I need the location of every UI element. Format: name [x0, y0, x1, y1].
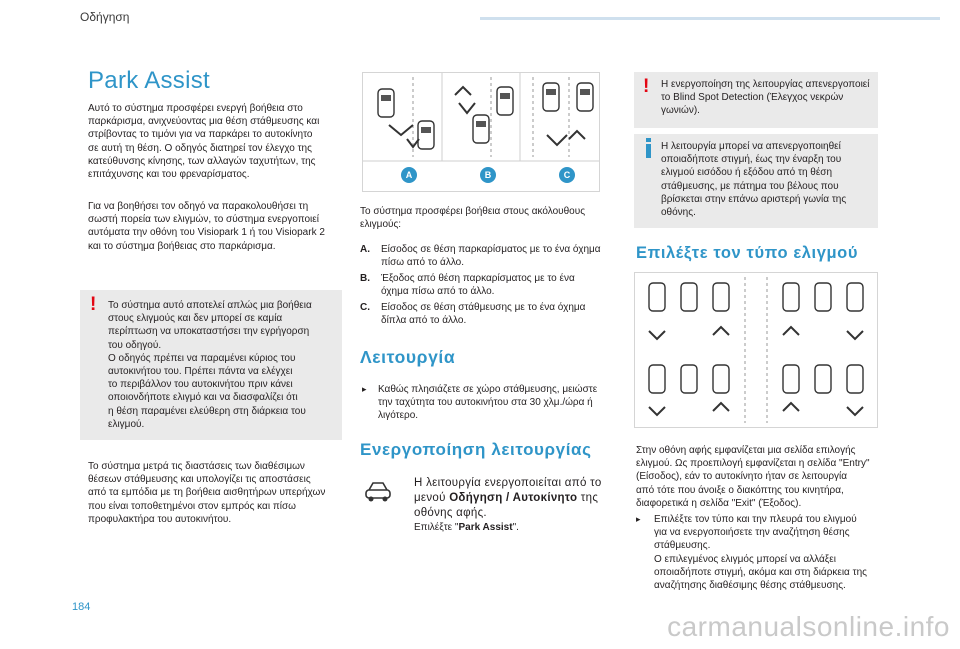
warning-icon: ! [90, 294, 97, 315]
list-item-c: C. Είσοδος σε θέση στάθμευσης με το ένα όχημα δίπλα από το άλλο. [360, 302, 586, 327]
manoeuvres-intro: Το σύστημα προσφέρει βοήθεια στους ακόλουθους ελιγμούς: [360, 206, 586, 231]
manoeuvre-type-grid-illustration [635, 273, 877, 427]
heading-activation: Ενεργοποίηση λειτουργίας [360, 440, 592, 459]
selection-bullet-item: ▸ Επιλέξτε τον τύπο και την πλευρά του ελιγμού για να ενεργοποιήσετε την αναζήτηση θέσης στάθμευσης. Ο επιλεγμένος ελιγμός μπορεί να αλλάξει οποιαδήποτε στιγμή, ακόμα και στη διάρκεια της αναζήτησης διαθέσιμης θέσης στάθμευσης. [636, 514, 867, 592]
warning-icon: ! [643, 76, 650, 97]
heading-operation: Λειτουργία [360, 347, 456, 367]
bullet-arrow-icon: ▸ [636, 514, 641, 524]
activation-text: Η λειτουργία ενεργοποιείται από το μενού Οδήγηση / Αυτοκίνητο της οθόνης αφής. Επιλέξτε "Park Assist". [414, 477, 602, 533]
heading-select-manoeuvre: Επιλέξτε τον τύπο ελιγμού [636, 244, 859, 262]
header-rule [480, 17, 940, 20]
selection-paragraph: Στην οθόνη αφής εμφανίζεται μια σελίδα επιλογής ελιγμού. Ως προεπιλογή εμφανίζεται η σελίδα "Entry" (Είσοδος), εάν το αυτοκίνητο ήταν σε λειτουργία από τότε που άνοιξε ο διακόπτης του κινητήρα, διαφορετικά η σελίδα "Exit" (Έξοδος). [636, 445, 870, 509]
bullet-arrow-icon: ▸ [362, 384, 367, 394]
manoeuvre-selection-diagram [634, 272, 878, 428]
park-assist-option: Park Assist [458, 522, 513, 533]
page-number: 184 [72, 601, 91, 613]
page-title: Park Assist [88, 67, 210, 94]
visiopark-paragraph: Για να βοηθήσει τον οδηγό να παρακολουθήσει τη σωστή πορεία των ελιγμών, το σύστημα ενεργοποιεί αυτόματα την οθόνη του Visiopark 1 ή του Visiopark 2 και το σύστημα βοήθειας στο παρκάρισμα. [88, 201, 325, 252]
right-warning-box: ! Η ενεργοποίηση της λειτουργίας απενεργοποιεί το Blind Spot Detection (Έλεγχος νεκρών γωνιών). [634, 72, 878, 128]
manoeuvre-diagram [362, 72, 600, 192]
intro-paragraph: Αυτό το σύστημα προσφέρει ενεργή βοήθεια στο παρκάρισμα, ανιχνεύοντας μια θέση στάθμευσης και στρίβοντας το τιμόνι για να παρκάρει το αυτοκίνητο σε αυτή τη θέση. Ο οδηγός διατηρεί τον έλεγχο της κατεύθυνσης κίνησης, των αλλαγών ταχυτήτων, της επιτάχυνσης και του φρεναρίσματος. [88, 103, 320, 181]
info-icon [646, 138, 651, 158]
steering-wheel-menu-icon [364, 479, 394, 509]
badge-a: A [401, 167, 417, 183]
watermark: carmanualsonline.info [667, 611, 950, 642]
sensors-paragraph: Το σύστημα μετρά τις διαστάσεις των διαθέσιμων θέσεων στάθμευσης και υπολογίζει τις αποστάσεις από τα εμπόδια με τη βοήθεια αισθητήρων υπερήχων που είναι τοποθετημένοι στον εμπρός και πίσω προφυλακτήρα του αυτοκινήτου. [88, 461, 326, 525]
info-box: Η λειτουργία μπορεί να απενεργοποιηθεί οποιαδήποτε στιγμή, έως την έναρξη του ελιγμού εισόδου ή εξόδου από τη θέση στάθμευσης, με πάτημα του βέλους που βρίσκεται στην επάνω αριστερή γωνία της οθόνης. [634, 134, 878, 228]
list-item-b: B. Έξοδος από θέση παρκαρίσματος με το ένα όχημα πίσω από το άλλο. [360, 273, 575, 298]
list-item-a: A. Είσοδος σε θέση παρκαρίσματος με το ένα όχημα πίσω από το άλλο. [360, 244, 601, 269]
warning-box: ! Το σύστημα αυτό αποτελεί απλώς μια βοήθεια στους ελιγμούς και δεν μπορεί σε καμία περίπτωση να υποκαταστήσει την εγρήγορση του οδηγού. Ο οδηγός πρέπει να παραμένει κύριος του αυτοκινήτου του. Πρέπει πάντα να ελέγχει το περιβάλλον του αυτοκινήτου πριν κάνει οποιονδήποτε ελιγμό και να διασφαλίζει ότι η θέση παραμένει ελεύθερη στη διάρκεια του ελιγμού. [80, 290, 342, 440]
operation-bullet-item: ▸ Καθώς πλησιάζετε σε χώρο στάθμευσης, μειώστε την ταχύτητα του αυτοκινήτου στα 30 χλμ./ώρα ή λιγότερο. [362, 384, 598, 422]
section-header: Οδήγηση [80, 10, 130, 24]
menu-path: Οδήγηση / Αυτοκίνητο [449, 492, 578, 504]
badge-c: C [559, 167, 575, 183]
badge-b: B [480, 167, 496, 183]
